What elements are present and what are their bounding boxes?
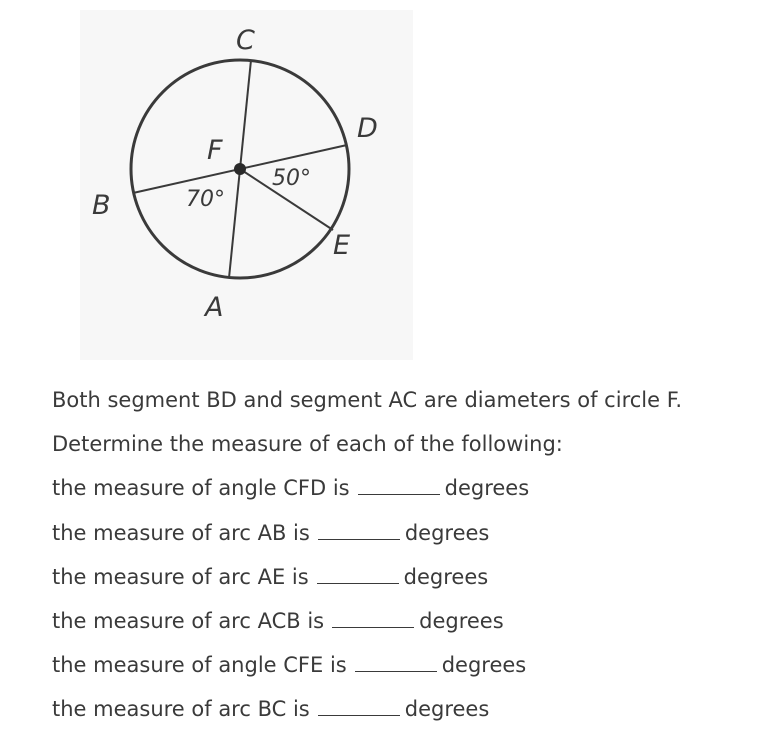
answer-blank[interactable] [358,493,440,495]
answer-blank[interactable] [318,538,400,540]
question-unit: degrees [441,653,527,678]
angle-bfa-label: 70° [186,187,225,212]
question-unit: degrees [404,697,490,722]
question-row [52,599,682,643]
answer-blank[interactable] [332,626,414,628]
question-prompt: the measure of arc AE is [52,564,309,589]
circle-diagram [0,0,782,360]
question-row [52,466,682,510]
question-row [52,555,682,599]
question-prompt: the measure of angle CFD is [52,476,350,501]
answer-blank[interactable] [355,670,437,672]
problem-text [52,378,682,732]
angle-dfe-label: 50° [272,166,311,191]
question-unit: degrees [404,520,490,545]
question-row [52,643,682,687]
problem-intro: Both segment BD and segment AC are diameters of circle F. [52,388,683,412]
question-unit: degrees [403,564,489,589]
question-prompt: the measure of arc AB is [52,520,310,545]
question-row [52,687,682,731]
center-point-f [234,163,246,175]
label-a: A [205,292,224,323]
question-row [52,511,682,555]
problem-instruction: Determine the measure of each of the following: [52,432,563,457]
label-c: C [236,25,255,56]
question-prompt: the measure of arc BC is [52,697,310,722]
label-f: F [207,135,223,166]
question-unit: degrees [419,608,504,633]
label-b: B [92,190,111,221]
question-prompt: the measure of angle CFE is [52,653,347,678]
label-d: D [357,113,378,144]
label-e: E [333,230,351,261]
question-prompt: the measure of arc ACB is [52,608,325,633]
question-unit: degrees [444,476,530,501]
answer-blank[interactable] [317,582,399,584]
answer-blank[interactable] [318,714,400,716]
